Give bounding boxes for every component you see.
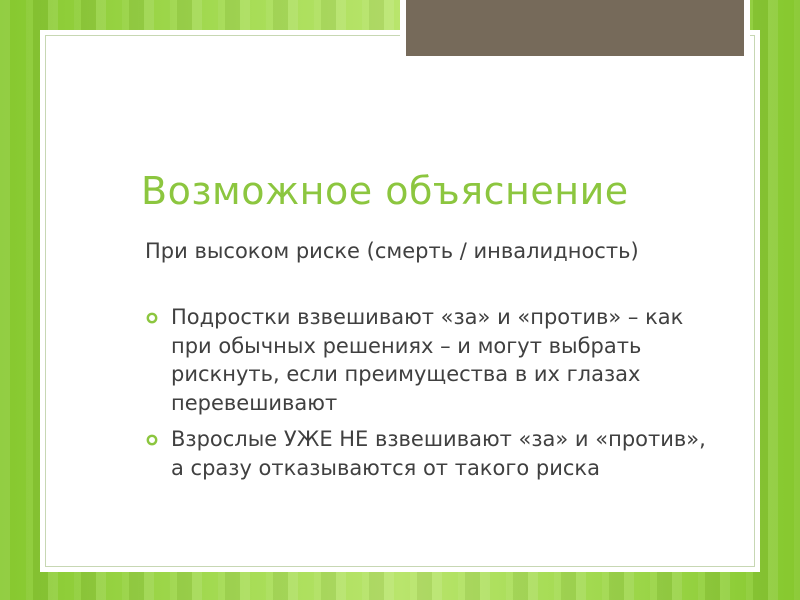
bullet-list bbox=[145, 303, 725, 490]
slide-panel bbox=[40, 30, 760, 572]
decorative-corner-block bbox=[406, 0, 744, 56]
decorative-corner-frame bbox=[400, 0, 750, 62]
bullet-item bbox=[145, 303, 725, 417]
slide-intro-text: При высоком риске (смерть / инвалидность) bbox=[145, 239, 639, 263]
bullet-item bbox=[145, 425, 725, 482]
slide-title: Возможное объяснение bbox=[141, 169, 629, 213]
ring-bullet-icon bbox=[146, 434, 158, 446]
bullet-text: Подростки взвешивают «за» и «против» – как при обычных решениях – и могут выбрать рискнуть, если преимущества в их глазах перевешивают bbox=[171, 305, 684, 415]
ring-bullet-icon bbox=[146, 312, 158, 324]
bullet-text: Взрослые УЖЕ НЕ взвешивают «за» и «против», а сразу отказываются от такого риска bbox=[171, 427, 706, 480]
